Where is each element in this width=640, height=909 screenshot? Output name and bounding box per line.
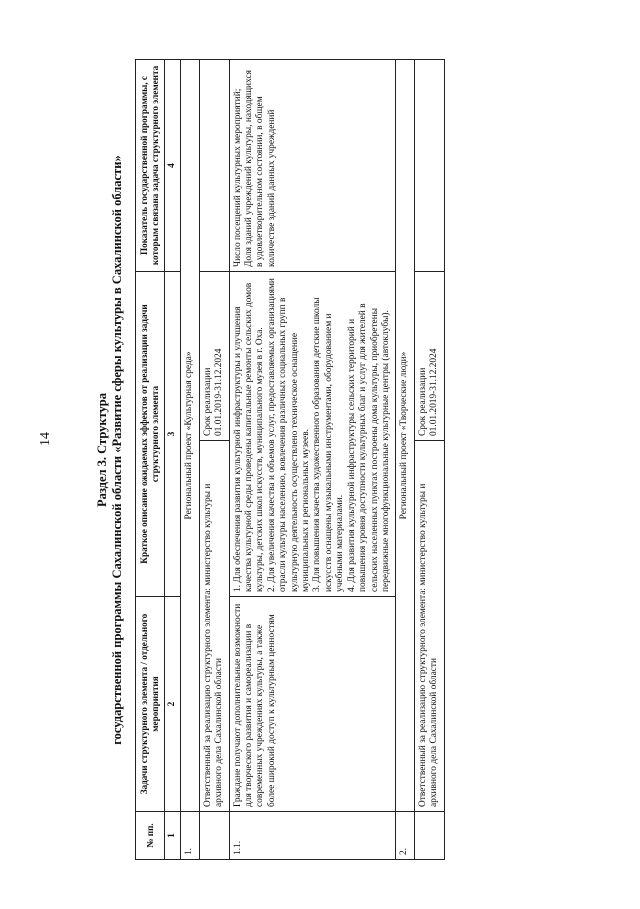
term-value: 01.01.2019-31.12.2024 <box>429 348 440 436</box>
header-number: № пп. <box>136 812 165 860</box>
responsible-text: Ответственный за реализацию структурного элемента: министерство культуры и архивного дела Сахалинской области <box>417 483 440 807</box>
empty-cell <box>414 60 444 272</box>
indicator-item: Число посещений культурных мероприятий; <box>232 88 243 267</box>
effects-cell <box>229 272 396 597</box>
section-title <box>95 40 125 860</box>
header-task: Задачи структурного элемента / отдельного мероприятия <box>136 597 165 812</box>
column-number: 3 <box>165 272 181 597</box>
indicators-cell <box>229 60 396 272</box>
indicator-item: Доля зданий учреждений культуры, находящихся в удовлетворительном состоянии, в общем количестве зданий данных учреждений <box>244 70 277 267</box>
structure-table <box>135 59 445 860</box>
effect-item: 1. Для обеспечения развития культурной инфраструктуры и улучшения качества культурной среды проведены капитальные ремонты сельских домов культуры, детских школ искусств, муниципального музея в г. Оха. <box>232 282 266 592</box>
title-line-2: государственной программы Сахалинской области «Развитие сферы культуры в Сахалинской области» <box>110 155 124 745</box>
responsible-row <box>199 60 229 860</box>
section-row <box>181 60 199 860</box>
effect-item: 4. Для развития культурной инфраструктуры сельских территорий и повышения уровня доступности культурных благ и услуг для жителей в сельских населенных пунктах построены дома культуры, приобретены передвижные многофункциональные культурные центры (автоклубы). <box>346 303 391 592</box>
rotated-content <box>95 40 615 860</box>
empty-cell <box>199 812 229 860</box>
column-number: 2 <box>165 597 181 812</box>
header-row <box>136 60 165 860</box>
project-title: Региональный проект «Творческие люди» <box>396 60 414 812</box>
column-number-row <box>165 60 181 860</box>
responsible-text: Ответственный за реализацию структурного элемента: министерство культуры и архивного дела Сахалинской области <box>202 483 225 807</box>
section-number: 1. <box>181 812 199 860</box>
row-number: 1.1. <box>229 812 396 860</box>
term-cell <box>415 272 444 441</box>
title-line-1: Раздел 3. Структура <box>95 393 109 508</box>
effect-item: 2. Для увеличения качества и объемов услуг, предоставляемых организациями отрасли культуры населению, вовлечения различных социальных групп в культурную деятельность осуществлено техническое оснащение муниципальных и региональных музеев. <box>266 278 312 592</box>
page-number: 14 <box>38 432 53 446</box>
term-label: Срок реализации <box>202 367 213 436</box>
column-number: 1 <box>165 812 181 860</box>
term-label: Срок реализации <box>417 367 428 436</box>
column-number: 4 <box>165 60 181 272</box>
project-title: Региональный проект «Культурная среда» <box>181 60 199 812</box>
header-indicator: Показатель государственной программы, с которым связана задача структурного элемента <box>136 60 165 272</box>
section-number: 2. <box>396 812 414 860</box>
table-row <box>229 60 396 860</box>
term-cell <box>200 272 229 441</box>
responsible-row <box>414 60 444 860</box>
empty-cell <box>199 60 229 272</box>
section-row <box>396 60 414 860</box>
responsible-cell <box>199 272 229 812</box>
term-value: 01.01.2019-31.12.2024 <box>214 348 225 436</box>
header-effects: Краткое описание ожидаемых эффектов от реализации задачи структурного элемента <box>136 272 165 597</box>
effect-item: 3. Для повышения качества художественного образования детские школы искусств оснащены музыкальными инструментами, оборудованием и учебными материалами. <box>312 297 346 592</box>
empty-cell <box>414 812 444 860</box>
task-text: Граждане получают дополнительные возможности для творческого развития и самореализации в современных учреждениях культуры, а также более широкий доступ к культурным ценностям <box>229 597 396 812</box>
responsible-cell <box>414 272 444 812</box>
